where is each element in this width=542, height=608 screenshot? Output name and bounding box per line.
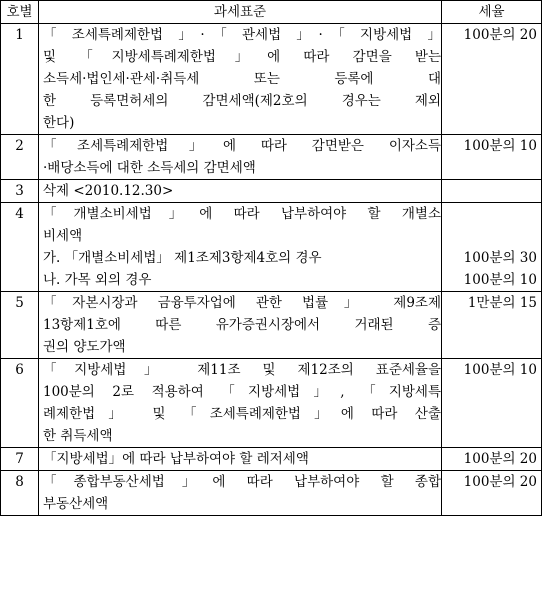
row-number-cell: [1, 203, 39, 292]
tax-base-line: 「개별소비세법」에 따라 납부하여야 할 개별소: [43, 206, 441, 222]
tax-base-line: 례제한법」 및 「조세특례제한법」에 따라 산출: [43, 406, 441, 422]
header-rate: 세율: [442, 1, 542, 24]
tax-rate-cell: [442, 471, 542, 516]
tax-base-line: 「조세특례제한법」·「관세법」·「지방세법」: [43, 27, 441, 43]
tax-base-line: 「지방세법」에 따라 납부하여야 할 레저세액: [43, 451, 309, 467]
tax-rate-value: 100분의 20: [463, 474, 537, 490]
row-number: 7: [15, 451, 24, 467]
tax-base-cell: [39, 135, 442, 180]
tax-base-line: 권의 양도가액: [43, 339, 126, 355]
tax-base-cell: [39, 180, 442, 203]
tax-rate-cell: [442, 203, 542, 292]
tax-base-line: 한 등록면허세의 감면세액(제2호의 경우는 제외: [43, 93, 441, 109]
row-number-cell: [1, 448, 39, 471]
row-number: 3: [15, 183, 24, 199]
table-row: [1, 180, 542, 203]
tax-rate-value: 100분의 10: [463, 362, 537, 378]
tax-rate-value: 100분의 20: [463, 451, 537, 467]
tax-rate-value: 100분의 30: [463, 250, 537, 266]
table-header-row: [1, 1, 542, 24]
tax-base-line: 소득세·법인세·관세·취득세 또는 등록에 대: [43, 71, 441, 87]
table-row: [1, 471, 542, 516]
tax-base-cell: [39, 203, 442, 292]
table-row: [1, 359, 542, 448]
tax-rate-value: 100분의 10: [463, 272, 537, 288]
row-number: 8: [15, 474, 24, 490]
tax-base-line: 한 취득세액: [43, 428, 113, 444]
tax-rate-cell: [442, 292, 542, 359]
tax-base-line: 「조세특례제한법」에 따라 감면받은 이자소득: [43, 138, 441, 154]
tax-rate-cell: [442, 448, 542, 471]
tax-base-line: 및 「지방세특례제한법」에 따라 감면을 받는: [43, 49, 441, 65]
table-row: [1, 203, 542, 292]
tax-rate-value: 100분의 10: [463, 138, 537, 154]
tax-base-cell: [39, 24, 442, 135]
table-row: [1, 24, 542, 135]
row-number-cell: [1, 180, 39, 203]
tax-rate-cell: [442, 359, 542, 448]
tax-base-line: 가. 「개별소비세법」 제1조제3항제4호의 경우: [43, 250, 322, 266]
tax-base-line: 100분의 2로 적용하여 「지방세법」, 「지방세특: [43, 384, 441, 400]
row-number: 2: [15, 138, 24, 154]
tax-rate-cell: [442, 180, 542, 203]
table-row: [1, 448, 542, 471]
tax-rate-value: 100분의 20: [463, 27, 537, 43]
tax-base-line: 부동산세액: [43, 496, 109, 512]
tax-base-cell: [39, 292, 442, 359]
tax-rate-value: [442, 225, 541, 247]
tax-base-line: 「종합부동산세법」에 따라 납부하여야 할 종합: [43, 474, 441, 490]
row-number-cell: [1, 292, 39, 359]
table-row: [1, 135, 542, 180]
tax-rate-cell: [442, 135, 542, 180]
header-no: 호별: [1, 1, 39, 24]
row-number: 5: [15, 295, 24, 311]
row-number: 4: [15, 206, 24, 222]
row-number: 6: [15, 362, 24, 378]
row-number-cell: [1, 359, 39, 448]
tax-rate-value: 1만분의 15: [467, 295, 537, 311]
row-number-cell: [1, 24, 39, 135]
tax-base-line: 비세액: [43, 228, 83, 244]
header-standard: 과세표준: [39, 1, 442, 24]
tax-rate-value: [442, 203, 541, 225]
tax-base-line: 한다): [43, 115, 75, 131]
tax-base-line: 「지방세법」 제11조 및 제12조의 표준세율을: [43, 362, 441, 378]
row-number-cell: [1, 135, 39, 180]
table-row: [1, 292, 542, 359]
tax-base-line: 삭제 <2010.12.30>: [43, 183, 174, 199]
tax-base-line: ·배당소득에 대한 소득세의 감면세액: [43, 160, 256, 176]
tax-base-cell: [39, 471, 442, 516]
tax-base-cell: [39, 448, 442, 471]
table-body: [1, 24, 542, 516]
tax-rate-cell: [442, 24, 542, 135]
tax-base-line: 13항제1호에 따른 유가증권시장에서 거래된 증: [43, 317, 441, 333]
tax-base-line: 「자본시장과 금융투자업에 관한 법률」 제9조제: [43, 295, 441, 311]
tax-base-cell: [39, 359, 442, 448]
row-number: 1: [15, 27, 24, 43]
tax-base-line: 나. 가목 외의 경우: [43, 272, 152, 288]
row-number-cell: [1, 471, 39, 516]
tax-rate-value: [442, 180, 541, 202]
